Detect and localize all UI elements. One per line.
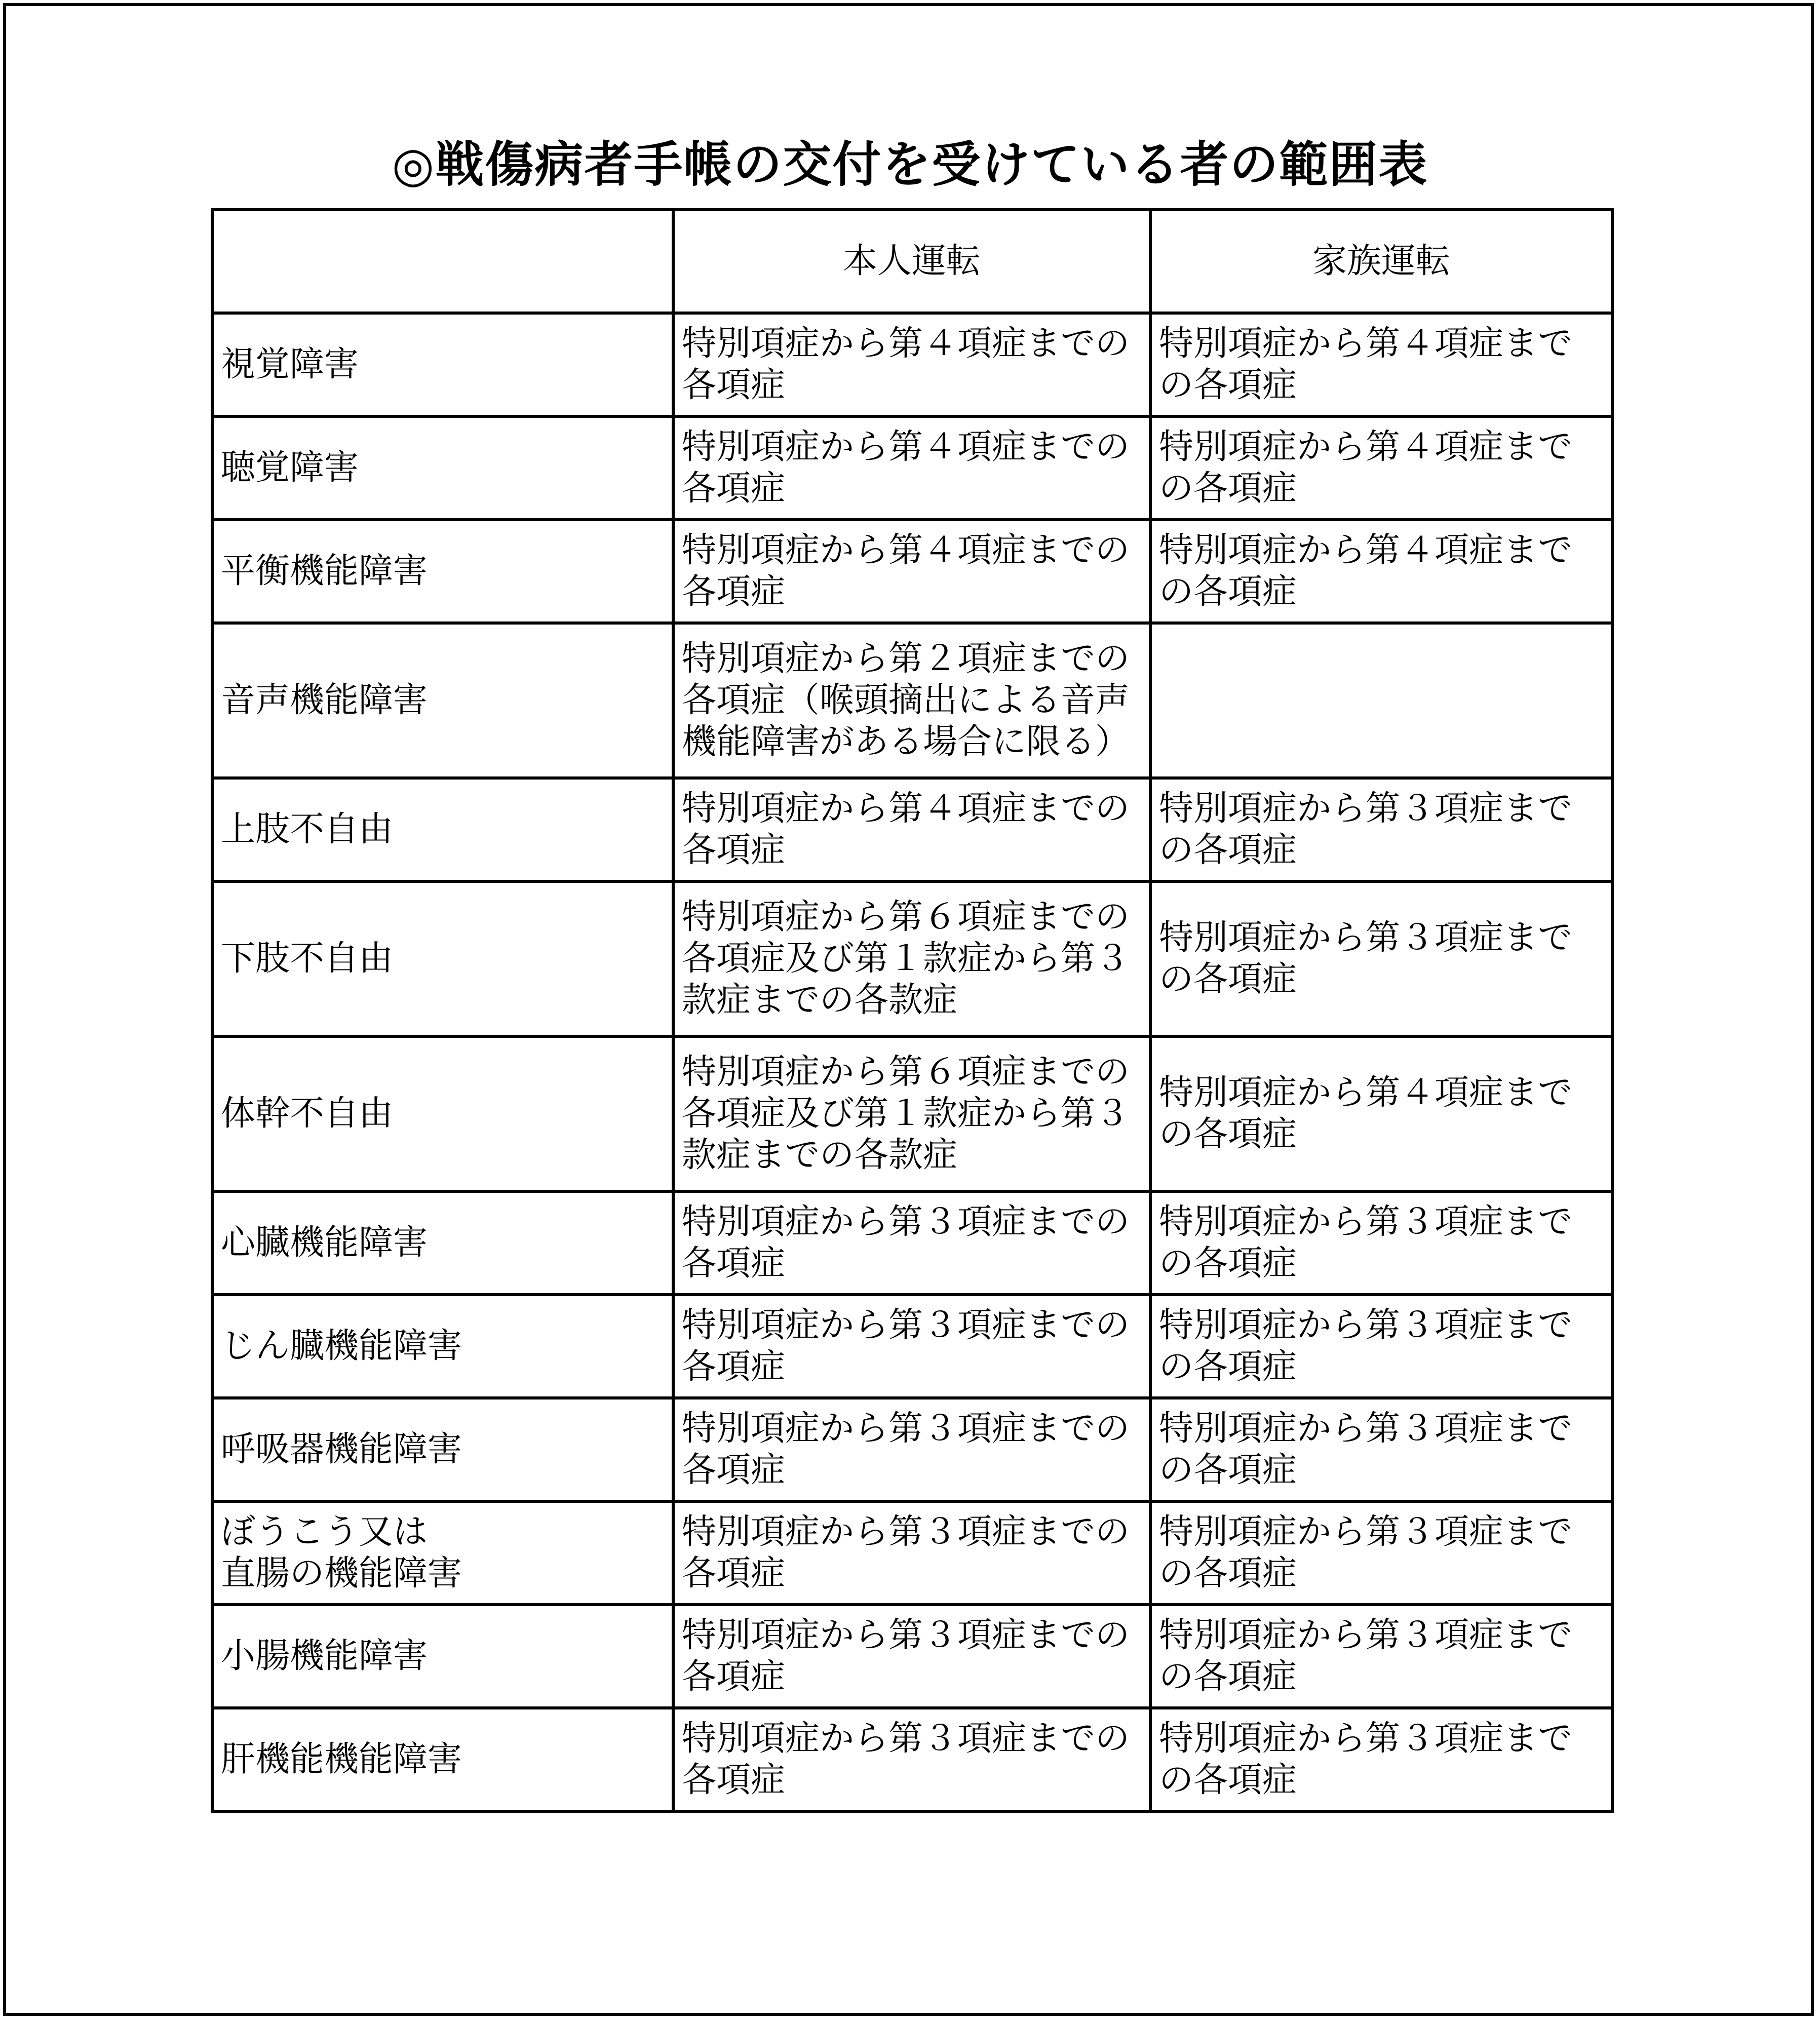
category-cell: 平衡機能障害 — [212, 520, 673, 623]
category-cell: 小腸機能障害 — [212, 1605, 673, 1708]
self-driving-cell: 特別項症から第４項症までの各項症 — [673, 313, 1150, 416]
category-cell: ぼうこう又は 直腸の機能障害 — [212, 1501, 673, 1605]
category-cell: じん臓機能障害 — [212, 1295, 673, 1398]
category-cell: 下肢不自由 — [212, 881, 673, 1036]
family-driving-cell: 特別項症から第３項症までの各項症 — [1150, 1501, 1612, 1605]
range-table — [211, 208, 1614, 1813]
category-cell: 聴覚障害 — [212, 416, 673, 520]
table-row — [212, 1708, 1612, 1811]
self-driving-cell: 特別項症から第６項症までの各項症及び第１款症から第３款症までの各款症 — [673, 881, 1150, 1036]
self-driving-cell: 特別項症から第３項症までの各項症 — [673, 1501, 1150, 1605]
table-row — [212, 1191, 1612, 1295]
family-driving-cell: 特別項症から第３項症までの各項症 — [1150, 1398, 1612, 1501]
category-cell: 体幹不自由 — [212, 1036, 673, 1191]
self-driving-cell: 特別項症から第３項症までの各項症 — [673, 1605, 1150, 1708]
self-driving-cell: 特別項症から第４項症までの各項症 — [673, 416, 1150, 520]
self-driving-cell: 特別項症から第３項症までの各項症 — [673, 1398, 1150, 1501]
family-driving-cell: 特別項症から第４項症までの各項症 — [1150, 416, 1612, 520]
category-cell: 音声機能障害 — [212, 623, 673, 778]
table-row — [212, 1398, 1612, 1501]
family-driving-cell: 特別項症から第４項症までの各項症 — [1150, 1036, 1612, 1191]
table-row — [212, 1501, 1612, 1605]
category-cell: 肝機能機能障害 — [212, 1708, 673, 1811]
table-row — [212, 623, 1612, 778]
self-driving-cell: 特別項症から第３項症までの各項症 — [673, 1295, 1150, 1398]
table-row — [212, 313, 1612, 416]
table-row — [212, 1036, 1612, 1191]
self-driving-cell: 特別項症から第２項症までの各項症（喉頭摘出による音声機能障害がある場合に限る） — [673, 623, 1150, 778]
category-cell: 呼吸器機能障害 — [212, 1398, 673, 1501]
family-driving-cell: 特別項症から第３項症までの各項症 — [1150, 881, 1612, 1036]
family-driving-cell: 特別項症から第３項症までの各項症 — [1150, 778, 1612, 881]
header-category — [212, 210, 673, 313]
family-driving-cell: 特別項症から第４項症までの各項症 — [1150, 520, 1612, 623]
table-row — [212, 881, 1612, 1036]
family-driving-cell: 特別項症から第３項症までの各項症 — [1150, 1295, 1612, 1398]
category-cell: 視覚障害 — [212, 313, 673, 416]
self-driving-cell: 特別項症から第３項症までの各項症 — [673, 1708, 1150, 1811]
self-driving-cell: 特別項症から第４項症までの各項症 — [673, 520, 1150, 623]
header-self-driving: 本人運転 — [673, 210, 1150, 313]
document-title: ◎戦傷病者手帳の交付を受けている者の範囲表 — [392, 136, 1428, 193]
category-cell: 上肢不自由 — [212, 778, 673, 881]
table-row — [212, 778, 1612, 881]
table-row — [212, 1295, 1612, 1398]
family-driving-cell — [1150, 623, 1612, 778]
table-row — [212, 520, 1612, 623]
table-row — [212, 1605, 1612, 1708]
self-driving-cell: 特別項症から第６項症までの各項症及び第１款症から第３款症までの各款症 — [673, 1036, 1150, 1191]
family-driving-cell: 特別項症から第３項症までの各項症 — [1150, 1708, 1612, 1811]
self-driving-cell: 特別項症から第４項症までの各項症 — [673, 778, 1150, 881]
table-header-row — [212, 210, 1612, 313]
self-driving-cell: 特別項症から第３項症までの各項症 — [673, 1191, 1150, 1295]
header-family-driving: 家族運転 — [1150, 210, 1612, 313]
family-driving-cell: 特別項症から第３項症までの各項症 — [1150, 1605, 1612, 1708]
category-cell: 心臓機能障害 — [212, 1191, 673, 1295]
table-row — [212, 416, 1612, 520]
family-driving-cell: 特別項症から第３項症までの各項症 — [1150, 1191, 1612, 1295]
family-driving-cell: 特別項症から第４項症までの各項症 — [1150, 313, 1612, 416]
